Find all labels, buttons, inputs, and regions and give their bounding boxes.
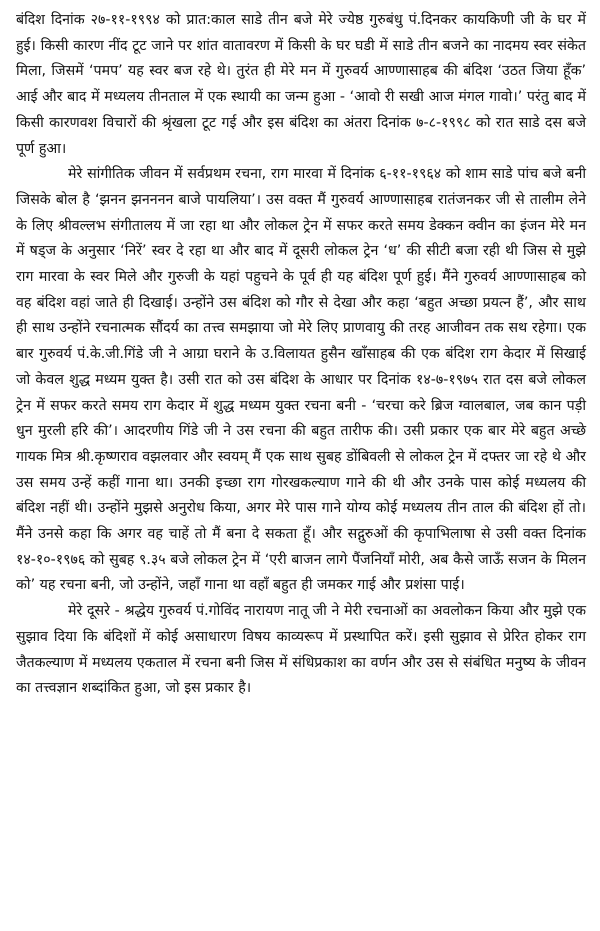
paragraph-bandish-1994: बंदिश दिनांक २७-११-१९९४ को प्रात:काल साडे तीन बजे मेरे ज्येष्ठ गुरुबंधु पं.दिनकर कायकिणी जी के घर में हुई। किसी कारण नींद टूट जाने पर शांत वातावरण में किसी के घर घडी में साडे तीन बजने का नादमय स्वर संकेत मिला, जिसमें ‘पमप’ यह स्वर बज रहे थे। तुरंत ही मेरे मन में गुरुवर्य आण्णासाहब की बंदिश ‘उठत जिया हूँक’ आई और बाद में मध्यलय तीनताल में एक स्थायी का जन्म हुआ - ‘आवो री सखी आज मंगल गावो।’ परंतु बाद में किसी कारणवश विचारों की श्रृंखला टूट गई और इस बंदिश का अंतरा दिनांक ७-८-१९९८ को रात साडे दस बजे पूर्ण हुआ। <box>16 12 586 157</box>
paragraph-first-composition: मेरे सांगीतिक जीवन में सर्वप्रथम रचना, राग मारवा में दिनांक ६-११-१९६४ को शाम साडे पांच बजे बनी जिसके बोल है ‘झनन झनननन बाजे पायलिया’। उस वक्त मैं गुरुवर्य आण्णासाहब रातंजनकर जी से तालीम लेने के लिए श्रीवल्लभ संगीतालय में जा रहा था और लोकल ट्रेन में सफर करते समय डेक्कन क्वीन का इंजन मेरे मन में षड्ज के अनुसार ‘निरें’ स्वर दे रहा था और बाद में दूसरी लोकल ट्रेन ‘ध’ की सीटी बजा रही थी जिस से मुझे राग मारवा के स्वर मिले और गुरुजी के यहां पहुचने के पूर्व ही यह बंदिश पूर्ण हुई। मैंने गुरुवर्य आण्णासाहब को वह बंदिश वहां जाते ही दिखाई। उन्होंने उस बंदिश को गौर से देखा और कहा ‘बहुत अच्छा प्रयत्न हैं’, और साथ ही साथ उन्होंने रचनात्मक सौंदर्य का तत्त्व समझाया जो मेरे लिए प्राणवायु की तरह आजीवन तक सथ रहेगा। एक बार गुरुवर्य पं.के.जी.गिंडे जी ने आग्रा घराने के उ.विलायत हुसैन खाँसाहब की एक बंदिश राग केदार में सिखाई जो केवल शुद्ध मध्यम युक्त है। उसी रात को उस बंदिश के आधार पर दिनांक १४-७-१९७५ रात दस बजे लोकल ट्रेन में सफर करते समय राग केदार में शुद्ध मध्यम युक्त रचना बनी - ‘चरचा करे ब्रिज ग्वालबाल, जब कान पड़ी धुन मुरली हरि की’। आदरणीय गिंडे जी ने उस रचना की बहुत तारीफ की। उसी प्रकार एक बार मेरे बहुत अच्छे गायक मित्र श्री.कृष्णराव वझलवार और स्वयम् मैं एक साथ सुबह डोंबिवली से लोकल ट्रेन में दफ्तर जा रहे थे और उस समय उन्हें कहीं गाना था। उनकी इच्छा राग गोरखकल्याण गाने की थी और उनके पास कोई मध्यलय की बंदिश नहीं थी। उन्होंने मुझसे अनुरोध किया, अगर मेरे पास गाने योग्य कोई मध्यलय तीन ताल की बंदिश हों तो। मैंने उनसे कहा कि अगर वह चाहें तो मैं बना दे सकता हूँ। और सद्गुरुओं की कृपाभिलाषा से उसी वक्त दिनांक १४-१०-१९७६ को सुबह ९.३५ बजे लोकल ट्रेन में ‘एरी बाजन लागे पैंजनियाँ मोरी, अब कैसे जाऊँ सजन के मिलन को’ यह रचना बनी, जो उन्होंने, जहाँ गाना था वहाँ बहुत ही जमकर गाई और प्रशंसा पाई। <box>16 166 586 594</box>
document-page <box>16 8 586 702</box>
paragraph-guru-suggestion: मेरे दूसरे - श्रद्धेय गुरुवर्य पं.गोविंद नारायण नातू जी ने मेरी रचनाओं का अवलोकन किया और मुझे एक सुझाव दिया कि बंदिशों में कोई असाधारण विषय काव्यरूप में प्रस्थापित करें। इसी सुझाव से प्रेरित होकर राग जैतकल्याण में मध्यलय एकताल में रचना बनी जिस में संधिप्रकाश का वर्णन और उस से संबंधित मनुष्य के जीवन का तत्त्वज्ञान शब्दांकित हुआ, जो इस प्रकार है। <box>16 603 586 697</box>
